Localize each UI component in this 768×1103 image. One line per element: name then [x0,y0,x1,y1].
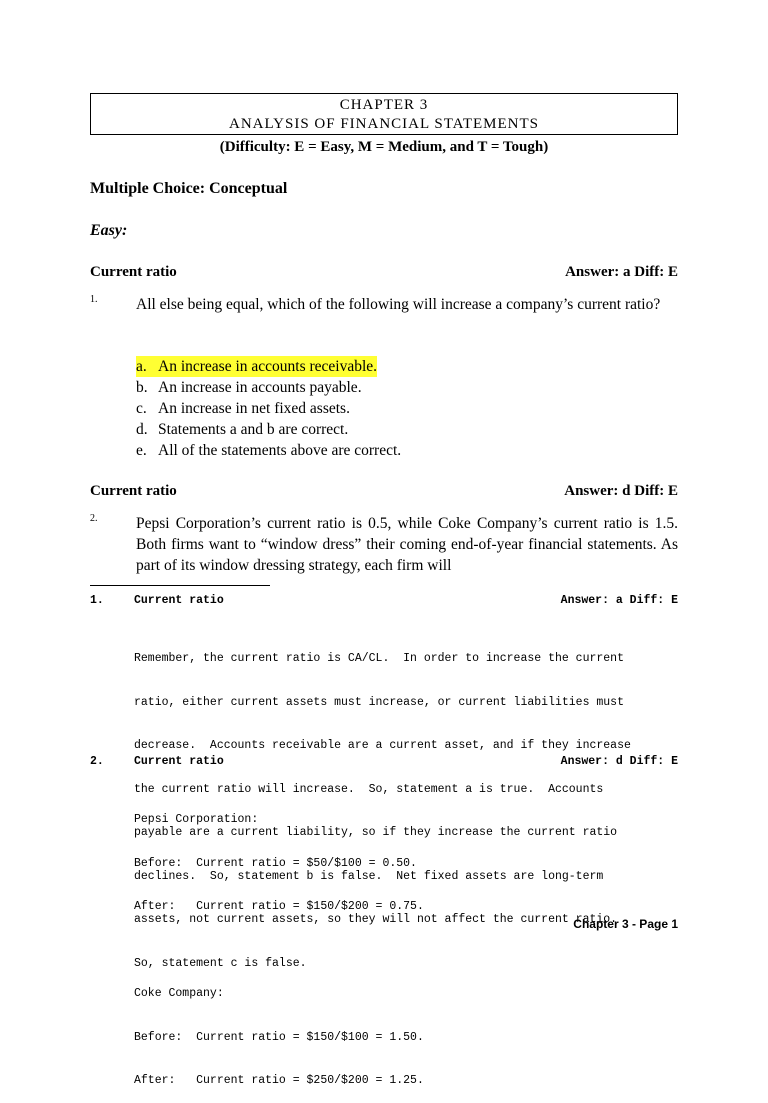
footnote-line: Coke Company: [134,987,224,1000]
question-1-answer: Answer: a Diff: E [565,264,678,280]
footnote-line: Before: Current ratio = $150/$100 = 1.50. [134,1030,424,1044]
footnote-line [134,944,678,959]
footnote-2-body [134,784,678,1103]
choice-text: All of the statements above are correct. [158,442,402,459]
chapter-title: CHAPTER 3 [339,97,429,113]
choice-label: b. [136,379,148,396]
choice-a [136,356,401,377]
footnote-1-topic: Current ratio [134,594,224,607]
question-2-topic: Current ratio [90,483,177,499]
question-1-number: 1. [90,294,98,305]
footnote-line: After: Current ratio = $150/$200 = 0.75. [134,900,424,913]
footnote-line: Before: Current ratio = $50/$100 = 0.50. [134,856,417,870]
choice-d [136,419,401,440]
footnote-2-answer: Answer: d Diff: E [560,755,678,768]
page-number-label: Chapter 3 - Page 1 [573,917,678,931]
footnote-line: payable are a current liability, so if they increase the current ratio [134,826,618,839]
footnote-line: After: Current ratio = $250/$200 = 1.25. [134,1074,424,1087]
question-1-header [90,264,678,281]
footnote-2-topic: Current ratio [134,755,224,768]
footnote-line: Pepsi Corporation: [134,813,259,826]
question-2-number: 2. [90,513,98,524]
question-1-text: All else being equal, which of the following will increase a company’s current ratio? [136,296,661,313]
footnote-1-number: 1. [90,594,104,607]
footnote-line: decrease. Accounts receivable are a current asset, and if they increase [134,739,631,752]
choice-text: Statements a and b are correct. [158,421,349,438]
question-2-answer: Answer: d Diff: E [564,483,678,499]
section-heading: Multiple Choice: Conceptual [90,180,288,197]
difficulty-legend: (Difficulty: E = Easy, M = Medium, and T = Tough) [219,139,549,155]
footnote-line: declines. So, statement b is false. Net fixed assets are long-term [134,869,604,883]
footnote-2-number: 2. [90,755,104,768]
footnote-line: Remember, the current ratio is CA/CL. In order to increase the current [134,652,624,665]
footnote-separator [90,585,270,586]
difficulty-level-heading: Easy: [90,222,128,239]
choice-text: An increase in accounts payable. [158,379,362,396]
choice-label: a. [136,356,158,377]
footnote-line: So, statement c is false. [134,956,307,970]
choice-label: c. [136,400,147,417]
choice-b [136,377,401,398]
footnote-line: ratio, either current assets must increase, or current liabilities must [134,695,624,709]
question-2-text: Pepsi Corporation’s current ratio is 0.5, while Coke Company’s current ratio is 1.5. Both firms want to “window dress” their coming end-of-year financial statements. As part of its window dressing strategy, each firm will [136,515,678,574]
question-1-choices [136,356,401,461]
question-2-header [90,483,678,500]
choice-label: d. [136,421,148,438]
choice-e [136,440,401,461]
choice-text: An increase in net fixed assets. [158,400,350,417]
choice-c [136,398,401,419]
footnote-line: assets, not current assets, so they will not affect the current ratio. [134,913,618,926]
chapter-header-box [90,93,678,135]
choice-text: An increase in accounts receivable. [158,358,378,375]
footnote-1-answer: Answer: a Diff: E [560,594,678,607]
footnote-line: the current ratio will increase. So, statement a is true. Accounts [134,782,604,796]
choice-label: e. [136,442,147,459]
question-1-topic: Current ratio [90,264,177,280]
chapter-subtitle: ANALYSIS OF FINANCIAL STATEMENTS [228,116,539,132]
